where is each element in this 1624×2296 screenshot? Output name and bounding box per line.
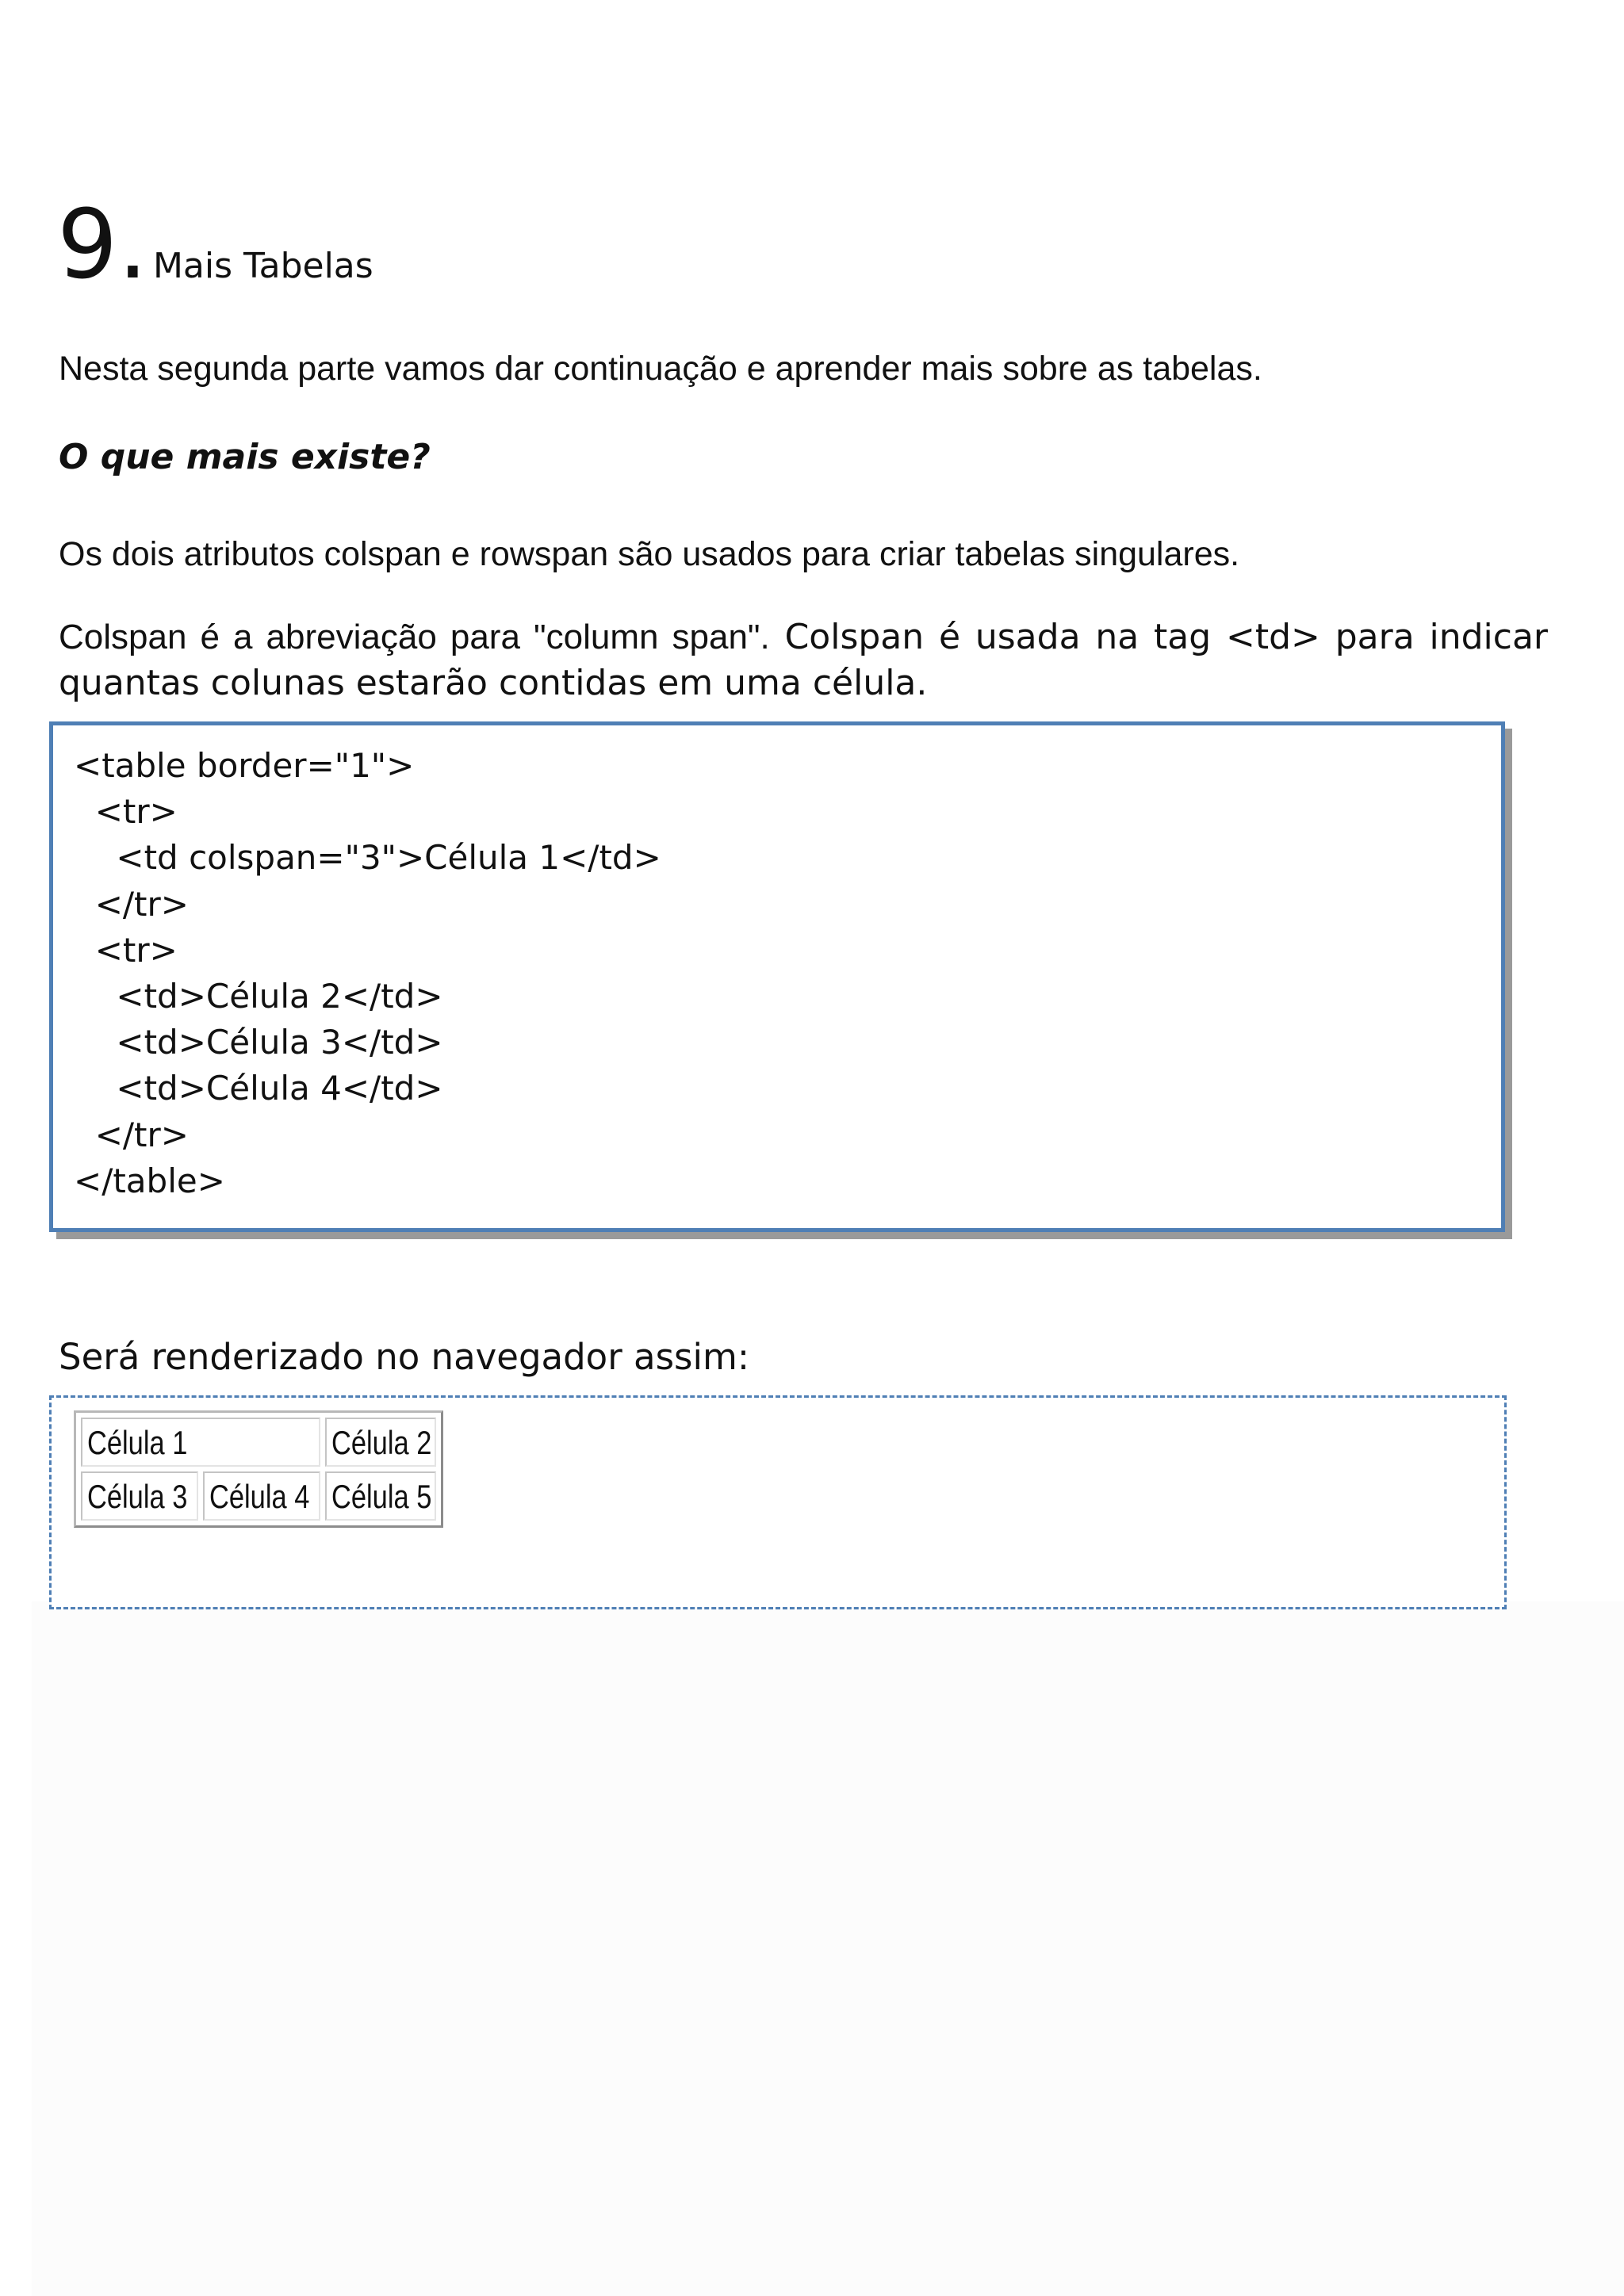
section-title: Mais Tabelas	[152, 246, 373, 286]
render-caption: Será renderizado no navegador assim:	[59, 1336, 749, 1378]
intro-paragraph: Nesta segunda parte vamos dar continuação e aprender mais sobre as tabelas.	[59, 350, 1262, 388]
table-row	[81, 1471, 436, 1521]
table-cell: Célula 4	[203, 1471, 320, 1521]
table-cell: Célula 5	[325, 1471, 436, 1521]
rendered-output-box	[49, 1395, 1507, 1609]
table-row	[81, 1418, 436, 1467]
table-cell: Célula 1	[81, 1418, 320, 1467]
code-example: <table border="1"> <tr> <td colspan="3">Célula 1</td> </tr> <tr> <td>Célula 2</td> <td>Célula 3</td> <td>Célula 4</td> </tr> </table>	[74, 746, 661, 1200]
section-number: 9.	[57, 190, 148, 300]
subheading: O que mais existe?	[59, 437, 431, 477]
colspan-paragraph-rest: Colspan é usada na tag <td> para indicar quantas colunas estarão contidas em uma célula.	[59, 617, 1548, 703]
attributes-paragraph: Os dois atributos colspan e rowspan são usados para criar tabelas singulares.	[59, 535, 1240, 573]
page-lower-background	[32, 1601, 1624, 2296]
code-example-box	[49, 721, 1505, 1232]
rendered-table	[74, 1410, 443, 1528]
section-heading	[57, 190, 373, 300]
colspan-paragraph	[59, 614, 1548, 706]
colspan-paragraph-lead: Colspan é a abreviação para "column span".	[59, 618, 770, 656]
table-cell: Célula 2	[325, 1418, 436, 1467]
table-cell: Célula 3	[81, 1471, 198, 1521]
